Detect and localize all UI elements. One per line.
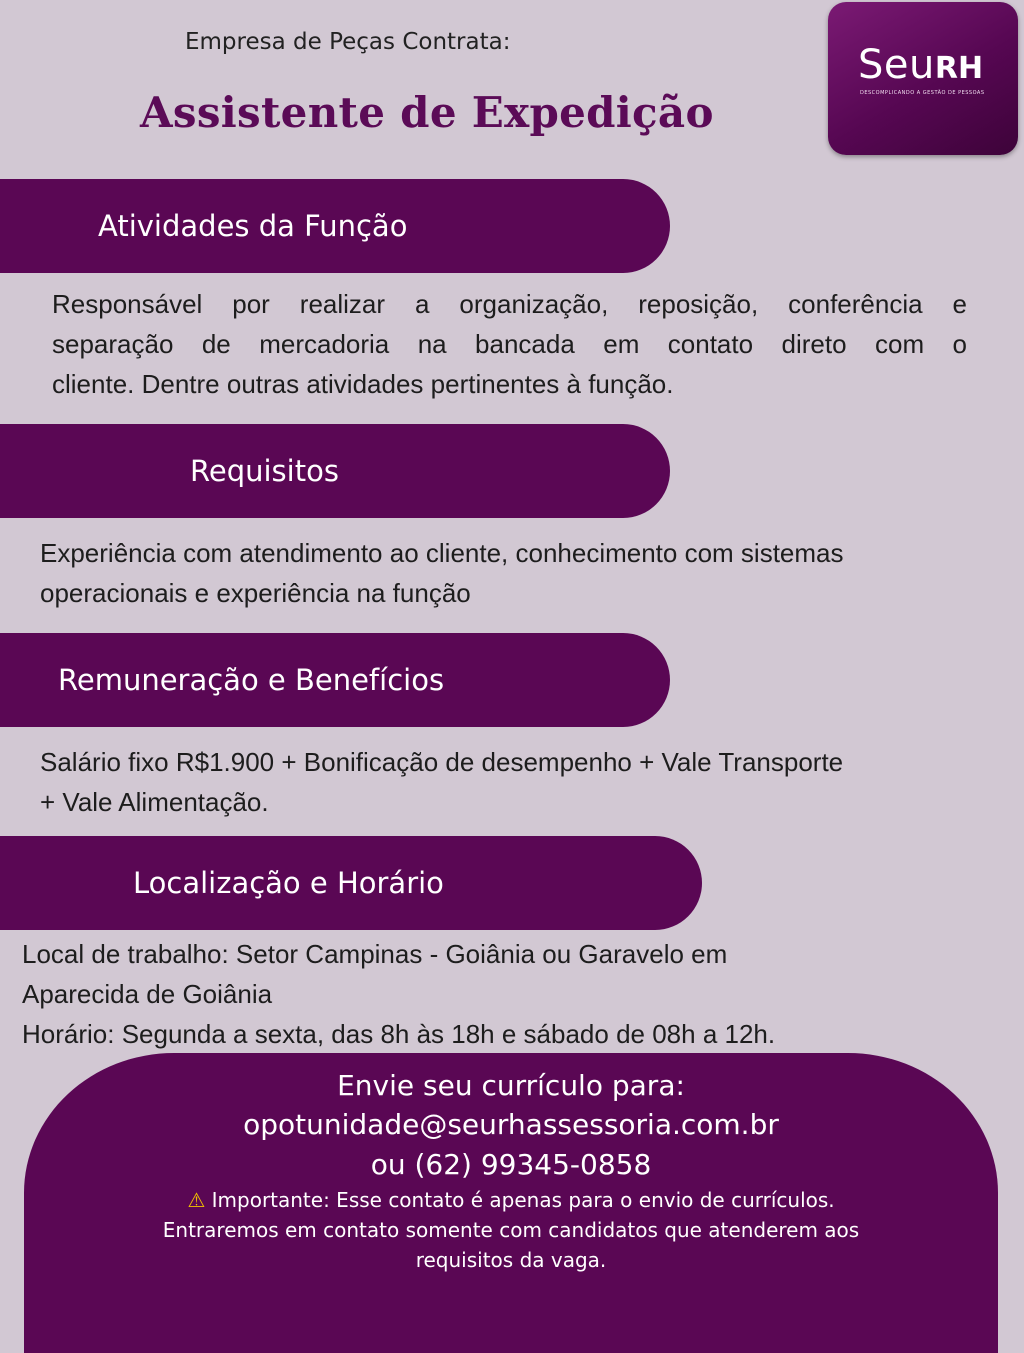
section-header-activities bbox=[0, 179, 670, 273]
section-title-activities: Atividades da Função bbox=[98, 209, 408, 243]
section-title-compensation: Remuneração e Benefícios bbox=[58, 663, 445, 697]
logo-name-part2: RH bbox=[934, 51, 984, 86]
requirements-text bbox=[40, 533, 990, 613]
contact-note bbox=[24, 1185, 998, 1275]
contact-note-line: requisitos da vaga. bbox=[415, 1248, 607, 1272]
contact-note-line: Importante: Esse contato é apenas para o envio de currículos. bbox=[211, 1188, 835, 1212]
section-header-location bbox=[0, 836, 702, 930]
section-header-compensation bbox=[0, 633, 670, 727]
contact-note-line: Entraremos em contato somente com candidatos que atenderem aos bbox=[162, 1218, 860, 1242]
contact-heading: Envie seu currículo para: bbox=[337, 1069, 685, 1102]
activities-text bbox=[52, 284, 967, 404]
warning-icon: ⚠ bbox=[187, 1188, 206, 1212]
contact-phone[interactable]: ou (62) 99345-0858 bbox=[370, 1148, 652, 1181]
compensation-line: Salário fixo R$1.900 + Bonificação de desempenho + Vale Transporte bbox=[40, 747, 844, 777]
location-line: Aparecida de Goiânia bbox=[22, 979, 273, 1009]
requirements-line: Experiência com atendimento ao cliente, conhecimento com sistemas bbox=[40, 538, 844, 568]
contact-email-link[interactable]: opotunidade@seurhassessoria.com.br bbox=[243, 1108, 779, 1141]
requirements-line: operacionais e experiência na função bbox=[40, 578, 471, 608]
section-header-requirements bbox=[0, 424, 670, 518]
location-line: Horário: Segunda a sexta, das 8h às 18h e sábado de 08h a 12h. bbox=[22, 1019, 776, 1049]
compensation-text bbox=[40, 742, 990, 822]
activities-line: cliente. Dentre outras atividades pertinentes à função. bbox=[52, 369, 674, 399]
location-text bbox=[22, 934, 982, 1054]
section-title-location: Localização e Horário bbox=[133, 866, 444, 900]
compensation-line: + Vale Alimentação. bbox=[40, 787, 269, 817]
logo-name-part1: Seu bbox=[858, 42, 935, 88]
contact-panel bbox=[24, 1053, 998, 1353]
location-line: Local de trabalho: Setor Campinas - Goiânia ou Garavelo em bbox=[22, 939, 728, 969]
activities-line: Responsável por realizar a organização, reposição, conferência e bbox=[52, 289, 967, 319]
logo bbox=[828, 2, 1018, 155]
company-intro: Empresa de Peças Contrata: bbox=[185, 29, 511, 55]
logo-tagline: DESCOMPLICANDO A GESTÃO DE PESSOAS bbox=[860, 90, 985, 96]
page-title: Assistente de Expedição bbox=[140, 88, 714, 137]
activities-line: separação de mercadoria na bancada em contato direto com o bbox=[52, 329, 967, 359]
section-title-requirements: Requisitos bbox=[190, 454, 339, 488]
